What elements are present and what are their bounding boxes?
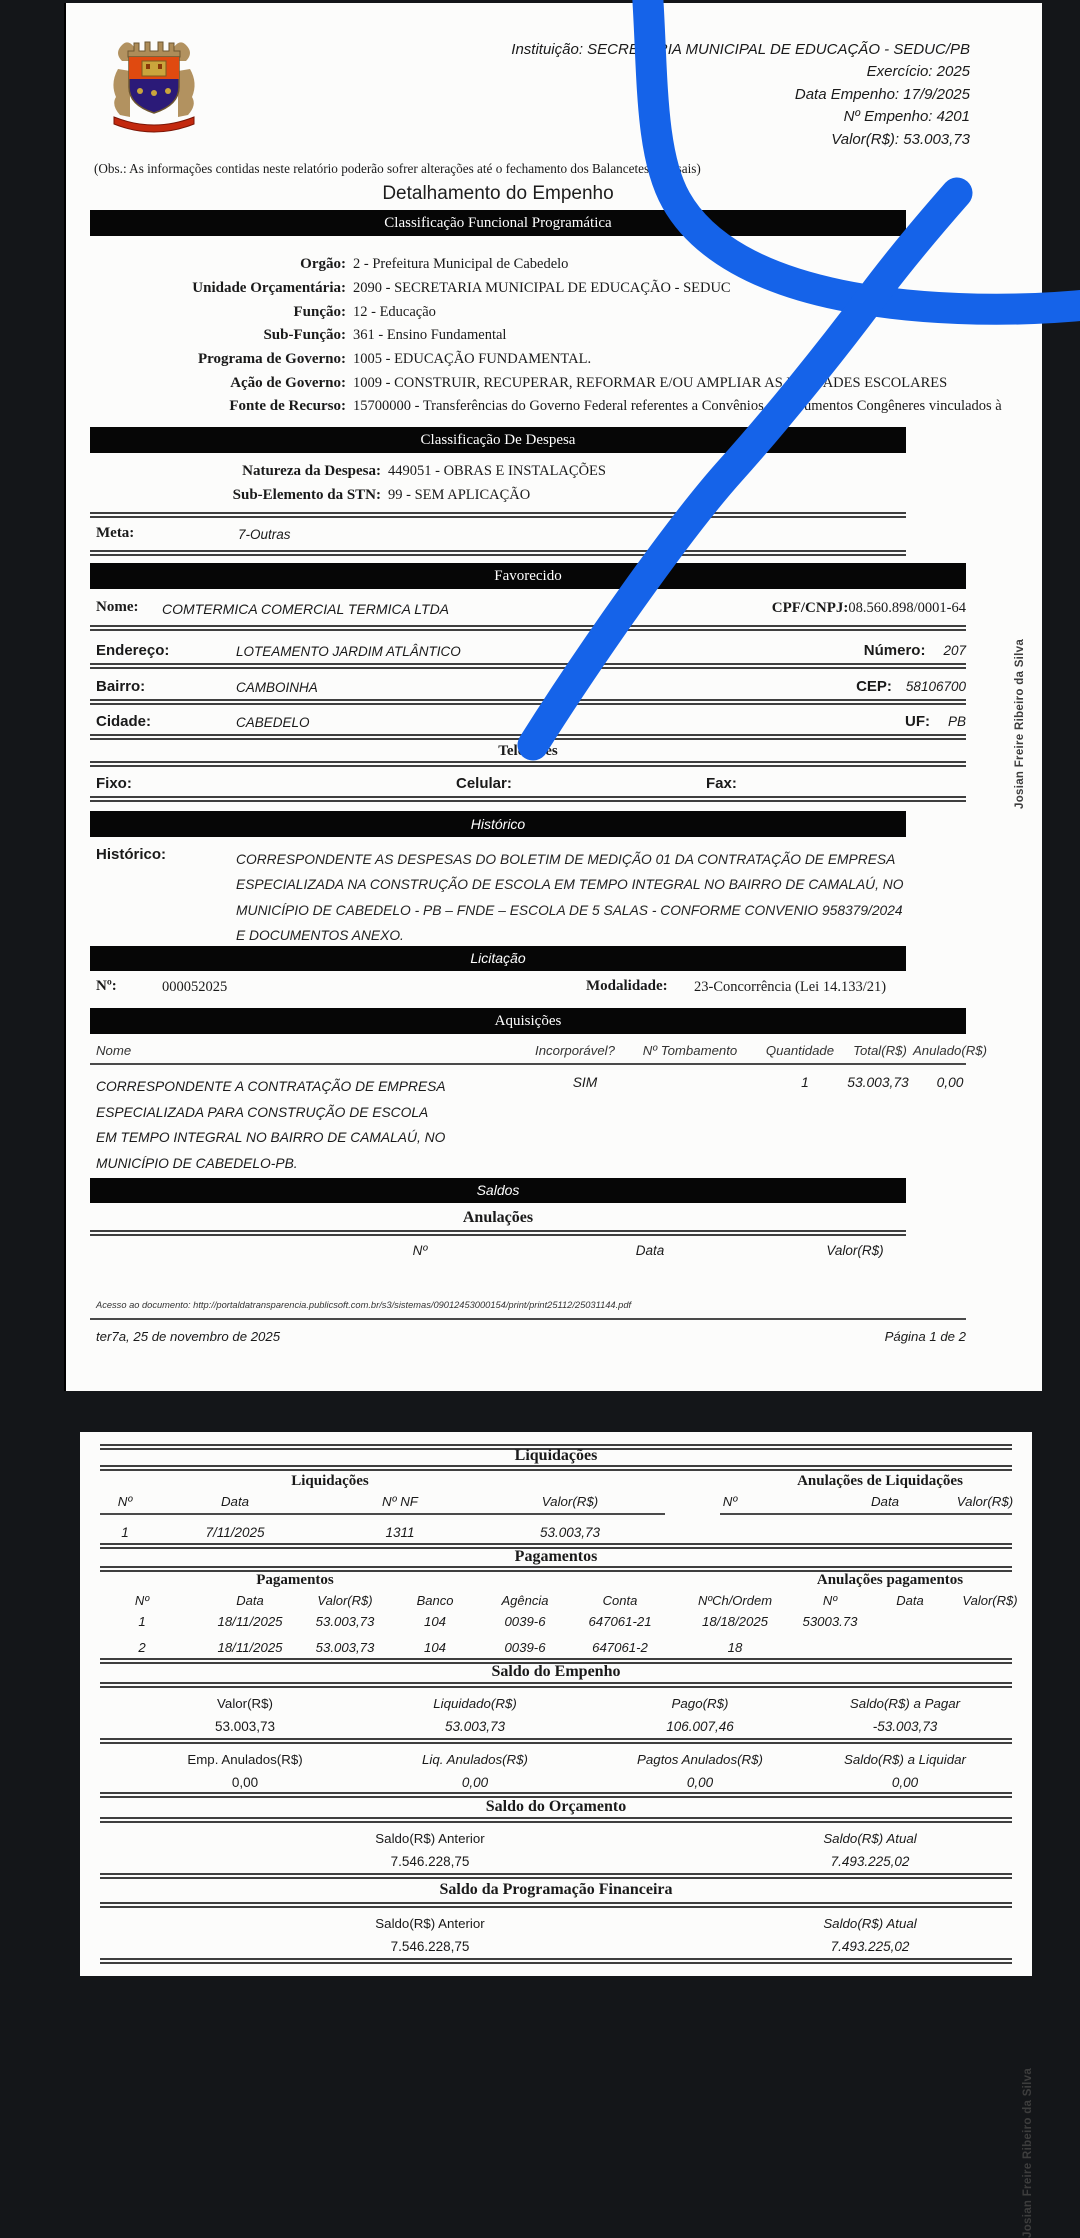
field-value: 1005 - EDUCAÇÃO FUNDAMENTAL. xyxy=(353,351,592,367)
se-header-a-liquidar: Saldo(R$) a Liquidar xyxy=(844,1752,966,1767)
nome-value: COMTERMICA COMERCIAL TERMICA LTDA xyxy=(162,601,450,617)
pag-header-data: Data xyxy=(236,1593,264,1608)
aq-header-nome: Nome xyxy=(96,1043,132,1058)
divider xyxy=(90,625,966,631)
aq-row-total: 53.003,73 xyxy=(847,1075,909,1090)
se-value-valor: 53.003,73 xyxy=(214,1719,276,1734)
field-unidade xyxy=(90,279,731,297)
saldo-orcamento-title: Saldo do Orçamento xyxy=(485,1798,627,1815)
pag-row2-data: 18/11/2025 xyxy=(217,1640,283,1655)
divider xyxy=(90,663,966,669)
pag-row2-conta: 647061-2 xyxy=(592,1640,648,1655)
licitacao-numero-value: 000052025 xyxy=(162,979,228,995)
divider xyxy=(90,550,906,556)
anul-liq-header-data: Data xyxy=(870,1494,900,1509)
fax-label: Fax: xyxy=(706,775,737,792)
pag-row1-valor: 53.003,73 xyxy=(315,1614,375,1629)
cep-label: CEP: xyxy=(856,678,892,695)
field-label: Sub-Elemento da STN: xyxy=(232,487,381,503)
sp-value-atual: 7.493.225,02 xyxy=(830,1939,910,1954)
modalidade-label: Modalidade: xyxy=(586,978,668,994)
divider xyxy=(720,1513,1012,1515)
vertical-signature-page2: Josian Freire Ribeiro da Silva xyxy=(1022,2067,1034,2238)
so-value-anterior: 7.546.228,75 xyxy=(390,1854,470,1869)
pag-row1-n: 1 xyxy=(138,1614,146,1629)
empenho-number-line: Nº Empenho: 4201 xyxy=(843,108,970,126)
se-header-emp-anulados: Emp. Anulados(R$) xyxy=(187,1752,303,1767)
document-page-2 xyxy=(80,1432,1034,2238)
cidade-value: CABEDELO xyxy=(236,715,310,730)
footer-date: ter7a, 25 de novembro de 2025 xyxy=(96,1329,281,1344)
anulacoes-header-valor: Valor(R$) xyxy=(826,1243,884,1258)
obs-note: (Obs.: As informações contidas neste relatório poderão sofrer alterações até o fechamento dos Balancetes Mensais) xyxy=(94,161,701,176)
field-label: Função: xyxy=(293,304,346,320)
field-value: 99 - SEM APLICAÇÃO xyxy=(388,487,531,503)
field-label: Ação de Governo: xyxy=(230,375,346,391)
divider xyxy=(90,1318,966,1320)
se-value-pagtos-anulados: 0,00 xyxy=(686,1775,714,1790)
divider xyxy=(90,796,966,802)
divider xyxy=(90,699,966,705)
aq-header-quantidade: Quantidade xyxy=(765,1043,835,1058)
field-value: 12 - Educação xyxy=(353,304,436,320)
divider xyxy=(100,1958,1012,1964)
section-bar-funcional-programatica: Classificação Funcional Programática xyxy=(90,210,906,236)
field-value: 2 - Prefeitura Municipal de Cabedelo xyxy=(353,256,569,272)
divider xyxy=(90,734,966,740)
pag-row1-ch-ordem: 18/18/2025 xyxy=(701,1614,769,1629)
cidade-label: Cidade: xyxy=(96,713,152,730)
field-subelemento xyxy=(90,486,530,504)
anulacoes-header-data: Data xyxy=(635,1243,665,1258)
uf-label: UF: xyxy=(904,713,930,730)
section-bar-aquisicoes: Aquisições xyxy=(90,1008,966,1034)
se-header-valor: Valor(R$) xyxy=(217,1696,273,1711)
liq-header-n: Nº xyxy=(117,1494,133,1509)
field-label: Natureza da Despesa: xyxy=(242,463,381,479)
so-header-anterior: Saldo(R$) Anterior xyxy=(375,1831,485,1846)
aq-header-total: Total(R$) xyxy=(853,1043,907,1058)
field-value: 1009 - CONSTRUIR, RECUPERAR, REFORMAR E/OU AMPLIAR AS UNIDADES ESCOLARES xyxy=(353,375,948,391)
anul-pag-header-valor: Valor(R$) xyxy=(962,1593,1018,1608)
divider xyxy=(100,1465,1012,1471)
pag-header-agencia: Agência xyxy=(501,1593,549,1608)
se-header-liquidado: Liquidado(R$) xyxy=(433,1696,517,1711)
pag-header-n: Nº xyxy=(134,1593,150,1608)
se-header-liq-anulados: Liq. Anulados(R$) xyxy=(422,1752,528,1767)
divider xyxy=(100,1902,1012,1908)
liq-header-valor: Valor(R$) xyxy=(541,1494,599,1509)
footer-page-number: Página 1 de 2 xyxy=(884,1329,966,1344)
aq-header-tombamento: Nº Tombamento xyxy=(642,1043,738,1058)
se-value-emp-anulados: 0,00 xyxy=(231,1775,259,1790)
anul-liq-header-valor: Valor(R$) xyxy=(956,1494,1014,1509)
se-value-pago: 106.007,46 xyxy=(666,1719,734,1734)
saldo-programacao-title: Saldo da Programação Financeira xyxy=(439,1881,673,1898)
se-header-a-pagar: Saldo(R$) a Pagar xyxy=(849,1696,961,1711)
field-value: 2090 - SECRETARIA MUNICIPAL DE EDUCAÇÃO - SEDUC xyxy=(353,280,731,296)
field-value: 15700000 - Transferências do Governo Federal referentes a Convênios e Instrumentos Congêneres vinculados à xyxy=(353,398,1002,414)
pag-row2-valor: 53.003,73 xyxy=(315,1640,375,1655)
pag-row1-conta: 647061-21 xyxy=(588,1614,652,1629)
field-fonte xyxy=(90,397,1002,415)
se-value-a-liquidar: 0,00 xyxy=(891,1775,919,1790)
field-label: Orgão: xyxy=(300,256,346,272)
field-value: 361 - Ensino Fundamental xyxy=(353,327,507,343)
celular-label: Celular: xyxy=(456,775,512,792)
liq-row-nf: 1311 xyxy=(385,1525,415,1540)
report-header xyxy=(511,39,970,151)
meta-label: Meta: xyxy=(96,525,135,541)
endereco-label: Endereço: xyxy=(96,642,170,659)
aq-row-anulado: 0,00 xyxy=(936,1075,964,1090)
pag-header-valor: Valor(R$) xyxy=(317,1593,373,1608)
empenho-value-line: Valor(R$): 53.003,73 xyxy=(831,130,970,148)
numero-label: Número: xyxy=(863,642,926,659)
document-access-url: Acesso ao documento: http://portaldatransparencia.publicsoft.com.br/s3/sistemas/09012453000154/print/print25112/25031144.pdf xyxy=(96,1300,632,1310)
pag-row2-banco: 104 xyxy=(423,1640,447,1655)
section-bar-licitacao: Licitação xyxy=(90,946,906,971)
se-value-liq-anulados: 0,00 xyxy=(461,1775,489,1790)
cpf-label: CPF/CNPJ: xyxy=(771,600,849,616)
se-header-pagtos-anulados: Pagtos Anulados(R$) xyxy=(637,1752,763,1767)
field-natureza xyxy=(90,462,606,480)
uf-group xyxy=(905,713,966,731)
uf-value: PB xyxy=(947,714,966,729)
pag-row1-agencia: 0039-6 xyxy=(504,1614,546,1629)
divider xyxy=(100,1873,1012,1879)
anulacoes-header-n: Nº xyxy=(412,1243,428,1258)
divider xyxy=(90,512,906,518)
meta-value: 7-Outras xyxy=(238,527,291,542)
historico-text: CORRESPONDENTE AS DESPESAS DO BOLETIM DE MEDIÇÃO 01 DA CONTRATAÇÃO DE EMPRESA ESPECIALIZADA NA CONSTRUÇÃO DE ESCOLA EM TEMPO INTEGRAL NO BAIRRO DE CAMALAÚ, NO MUNICÍPIO DE CABEDELO - PB – FNDE – ESCOLA DE 5 SALAS - CONFORME CONVENIO 958379/2024 E DOCUMENTOS ANEXO. xyxy=(236,852,904,944)
field-programa xyxy=(90,350,591,368)
liq-header-data: Data xyxy=(220,1494,250,1509)
pag-row1-banco: 104 xyxy=(423,1614,447,1629)
anulacoes-pagamentos-subtitle: Anulações pagamentos xyxy=(816,1572,964,1588)
cep-group xyxy=(856,678,966,696)
cpf-cnpj xyxy=(772,599,966,617)
liq-header-nf: Nº NF xyxy=(382,1494,418,1509)
divider xyxy=(100,1817,1012,1823)
liquidacoes-subtitle: Liquidações xyxy=(291,1473,369,1489)
bairro-label: Bairro: xyxy=(96,678,146,695)
aq-header-incorporavel: Incorporável? xyxy=(535,1043,615,1058)
divider xyxy=(90,1063,966,1065)
pag-row2-ch-ordem: 18 xyxy=(727,1640,743,1655)
aq-row-nome: CORRESPONDENTE A CONTRATAÇÃO DE EMPRESA ESPECIALIZADA PARA CONSTRUÇÃO DE ESCOLA EM TEMPO INTEGRAL NO BAIRRO DE CAMALAÚ, NO MUNICÍPIO DE CABEDELO-PB. xyxy=(96,1079,446,1171)
pagamentos-title: Pagamentos xyxy=(514,1548,598,1565)
nome-label: Nome: xyxy=(96,599,139,615)
pag-header-conta: Conta xyxy=(602,1593,638,1608)
divider xyxy=(90,761,966,767)
sp-header-anterior: Saldo(R$) Anterior xyxy=(375,1916,485,1931)
field-value: 449051 - OBRAS E INSTALAÇÕES xyxy=(388,463,606,479)
document-page-1 xyxy=(66,3,1042,1391)
se-value-liquidado: 53.003,73 xyxy=(444,1719,506,1734)
section-bar-historico: Histórico xyxy=(90,811,906,837)
endereco-value: LOTEAMENTO JARDIM ATLÂNTICO xyxy=(236,644,461,659)
liq-row-data: 7/11/2025 xyxy=(205,1525,265,1540)
modalidade-value: 23-Concorrência (Lei 14.133/21) xyxy=(694,979,887,995)
fixo-label: Fixo: xyxy=(96,775,132,792)
pag-header-ch-ordem: NºCh/Ordem xyxy=(697,1593,773,1608)
section-bar-saldos: Saldos xyxy=(90,1178,906,1203)
divider xyxy=(100,1738,1012,1744)
sp-header-atual: Saldo(R$) Atual xyxy=(823,1916,917,1931)
numero-value: 207 xyxy=(943,643,966,658)
anulacoes-liquidacoes-subtitle: Anulações de Liquidações xyxy=(797,1473,963,1489)
saldo-empenho-title: Saldo do Empenho xyxy=(491,1663,621,1680)
liq-row-n: 1 xyxy=(121,1525,129,1540)
se-header-pago: Pago(R$) xyxy=(671,1696,729,1711)
field-label: Unidade Orçamentária: xyxy=(192,280,346,296)
pag-row1-data: 18/11/2025 xyxy=(217,1614,283,1629)
section-bar-favorecido: Favorecido xyxy=(90,563,966,589)
se-value-a-pagar: -53.003,73 xyxy=(872,1719,938,1734)
pagamentos-subtitle: Pagamentos xyxy=(256,1572,334,1588)
anulacoes-title: Anulações xyxy=(462,1209,534,1226)
institution-line: Instituição: SECRETARIA MUNICIPAL DE EDUCAÇÃO - SEDUC/PB xyxy=(511,41,970,58)
field-orgao xyxy=(90,255,568,273)
field-label: Programa de Governo: xyxy=(197,351,346,367)
divider xyxy=(90,1230,906,1236)
aq-header-anulado: Anulado(R$) xyxy=(912,1043,988,1058)
empenho-date-line: Data Empenho: 17/9/2025 xyxy=(794,85,970,103)
field-acao xyxy=(90,374,947,392)
municipal-coat-of-arms-icon xyxy=(108,31,200,135)
anul-liq-header-n: Nº xyxy=(722,1494,738,1509)
field-funcao xyxy=(90,303,436,321)
liquidacoes-title: Liquidações xyxy=(514,1447,598,1464)
so-header-atual: Saldo(R$) Atual xyxy=(823,1831,917,1846)
anul-pag-header-n: Nº xyxy=(822,1593,838,1608)
pag-header-banco: Banco xyxy=(416,1593,454,1608)
pag-row2-agencia: 0039-6 xyxy=(504,1640,546,1655)
aq-row-incorporavel: SIM xyxy=(572,1075,598,1090)
vertical-signature: Josian Freire Ribeiro da Silva xyxy=(1014,638,1026,809)
cep-value: 58106700 xyxy=(905,679,966,694)
divider xyxy=(100,1682,1012,1688)
licitacao-numero-label: Nº: xyxy=(96,978,117,994)
pag-row2-n: 2 xyxy=(138,1640,146,1655)
field-label: Fonte de Recurso: xyxy=(229,398,346,414)
field-subfuncao xyxy=(90,326,506,344)
cpf-value: 08.560.898/0001-64 xyxy=(848,600,966,616)
divider xyxy=(100,1513,665,1515)
anul-pag-header-data: Data xyxy=(896,1593,924,1608)
sp-value-anterior: 7.546.228,75 xyxy=(390,1939,470,1954)
so-value-atual: 7.493.225,02 xyxy=(830,1854,910,1869)
page-title: Detalhamento do Empenho xyxy=(382,183,614,204)
historico-label: Histórico: xyxy=(96,846,167,863)
numero-group xyxy=(864,642,966,660)
field-label: Sub-Função: xyxy=(263,327,346,343)
bairro-value: CAMBOINHA xyxy=(236,680,318,695)
aq-row-quantidade: 1 xyxy=(801,1075,809,1090)
section-bar-despesa: Classificação De Despesa xyxy=(90,427,906,453)
pag-row1-anul-n: 53003.73 xyxy=(802,1614,858,1629)
liq-row-valor: 53.003,73 xyxy=(539,1525,601,1540)
telefones-title: Telefones xyxy=(498,743,558,759)
exercise-line: Exercício: 2025 xyxy=(866,63,970,81)
